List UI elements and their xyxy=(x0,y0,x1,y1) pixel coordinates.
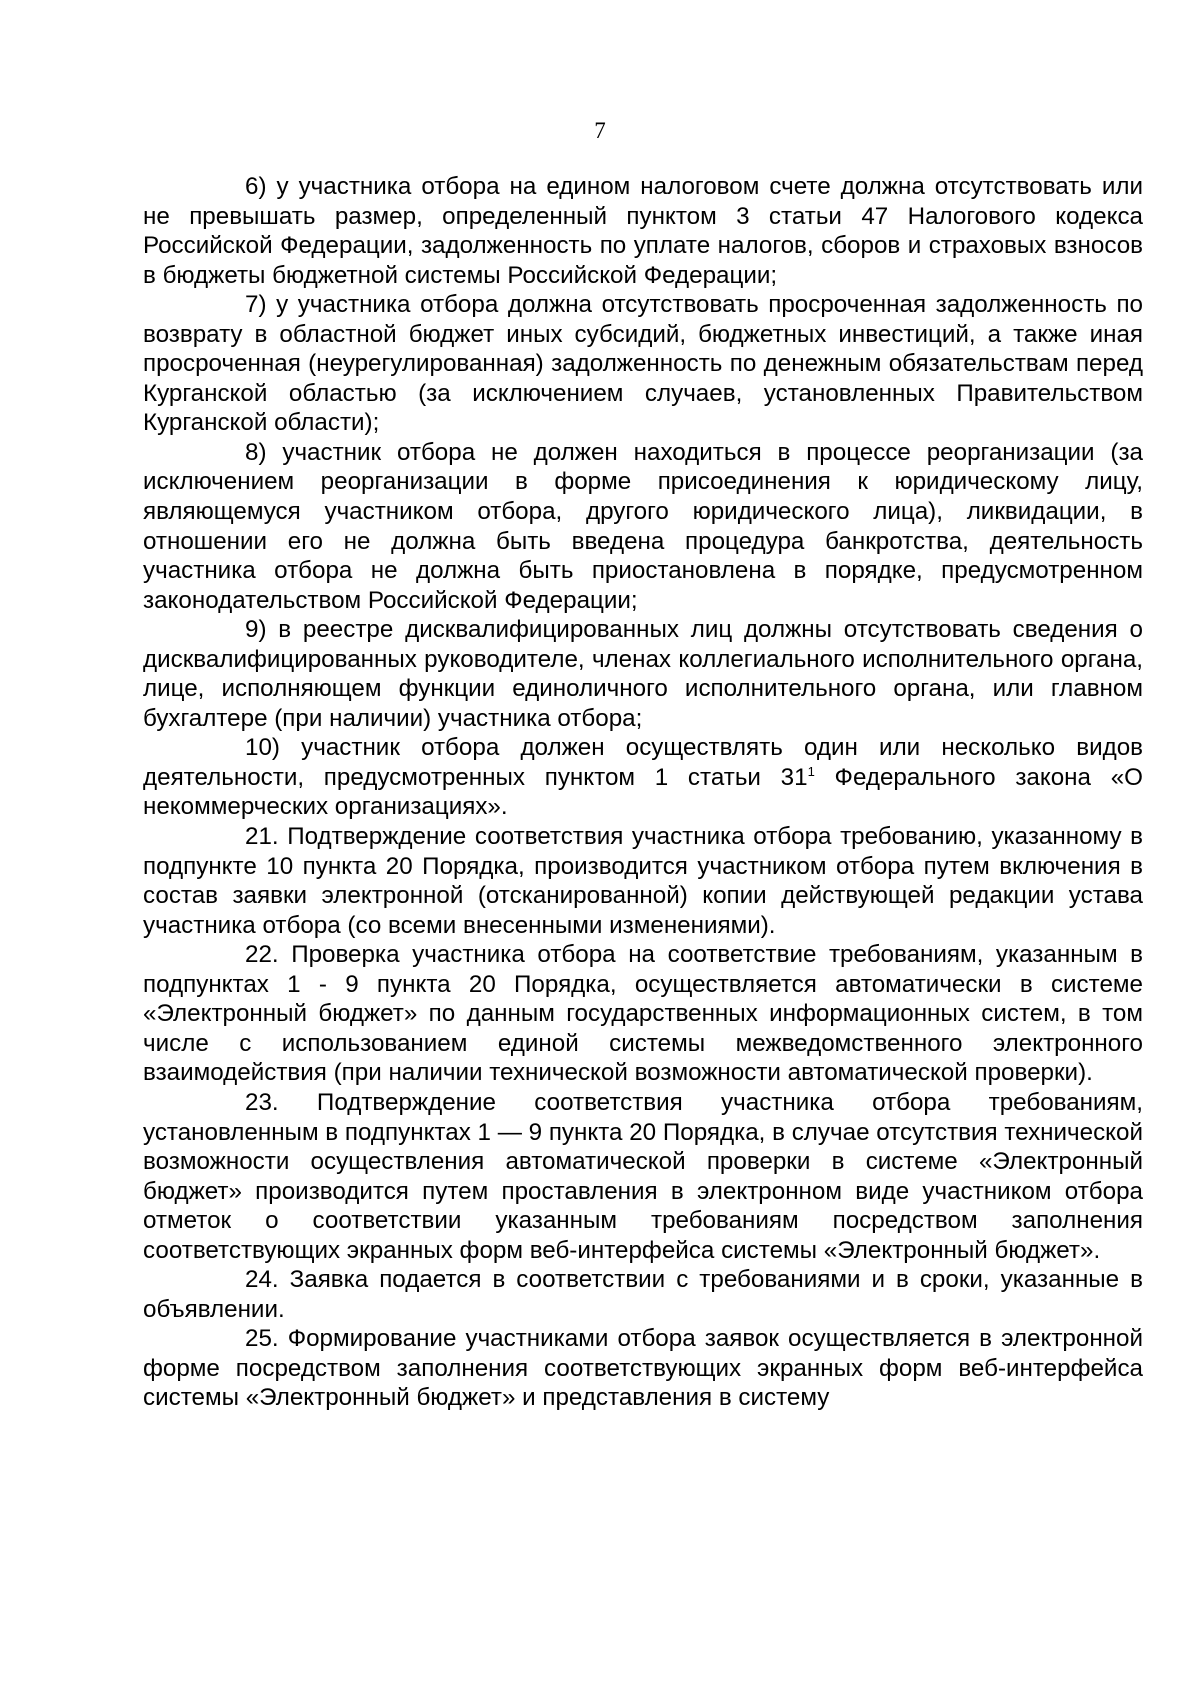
paragraph-item-25: 25. Формирование участниками отбора заявок осуществляется в электронной форме посредством заполнения соответствующих экранных форм веб-интерфейса системы «Электронный бюджет» и представления в систему xyxy=(143,1325,1143,1412)
paragraph-subitem-7: 7) у участника отбора должна отсутствовать просроченная задолженность по возврату в областной бюджет иных субсидий, бюджетных инвестиций, а также иная просроченная (неурегулированная) задолженность по денежным обязательствам перед Курганской областью (за исключением случаев, установленных Правительством Курганской области); xyxy=(143,291,1143,437)
paragraph-subitem-10-text-before: 10) участник отбора должен осуществлять один или несколько видов деятельности, предусмотренных пунктом 1 статьи 31 xyxy=(143,734,1143,791)
document-body xyxy=(143,172,1143,1413)
paragraph-subitem-6: 6) у участника отбора на едином налоговом счете должна отсутствовать или не превышать размер, определенный пунктом 3 статьи 47 Налогового кодекса Российской Федерации, задолженность по уплате налогов, сборов и страховых взносов в бюджеты бюджетной системы Российской Федерации; xyxy=(143,173,1143,289)
paragraph-subitem-10 xyxy=(143,733,1143,822)
paragraph-subitem-10-text-after: Федерального закона «О некоммерческих организациях». xyxy=(143,763,1143,821)
paragraph-subitem-9: 9) в реестре дисквалифицированных лиц должны отсутствовать сведения о дисквалифицированных руководителе, членах коллегиального исполнительного органа, лице, исполняющем функции единоличного исполнительного органа, или главном бухгалтере (при наличии) участника отбора; xyxy=(143,616,1143,732)
superscript-mark: 1 xyxy=(807,763,815,779)
paragraph-item-23: 23. Подтверждение соответствия участника отбора требованиям, установленным в подпунктах 1 — 9 пункта 20 Порядка, в случае отсутствия технической возможности осуществления автоматической проверки в системе «Электронный бюджет» производится путем проставления в электронном виде участником отбора отметок о соответствии указанным требованиям посредством заполнения соответствующих экранных форм веб-интерфейса системы «Электронный бюджет». xyxy=(143,1088,1143,1264)
paragraph-item-24: 24. Заявка подается в соответствии с требованиями и в сроки, указанные в объявлении. xyxy=(143,1266,1143,1323)
paragraph-subitem-8: 8) участник отбора не должен находиться в процессе реорганизации (за исключением реорганизации в форме присоединения к юридическому лицу, являющемуся участником отбора, другого юридического лица), ликвидации, в отношении его не должна быть введена процедура банкротства, деятельность участника отбора не должна быть приостановлена в порядке, предусмотренном законодательством Российской Федерации; xyxy=(143,438,1143,614)
paragraph-item-21: 21. Подтверждение соответствия участника отбора требованию, указанному в подпункте 10 пункта 20 Порядка, производится участником отбора путем включения в состав заявки электронной (отсканированной) копии действующей редакции устава участника отбора (со всеми внесенными изменениями). xyxy=(143,823,1143,939)
page-number: 7 xyxy=(594,118,606,143)
paragraph-item-22: 22. Проверка участника отбора на соответствие требованиям, указанным в подпунктах 1 - 9 пункта 20 Порядка, осуществляется автоматически в системе «Электронный бюджет» по данным государственных информационных систем, в том числе с использованием единой системы межведомственного электронного взаимодействия (при наличии технической возможности автоматической проверки). xyxy=(143,941,1143,1087)
